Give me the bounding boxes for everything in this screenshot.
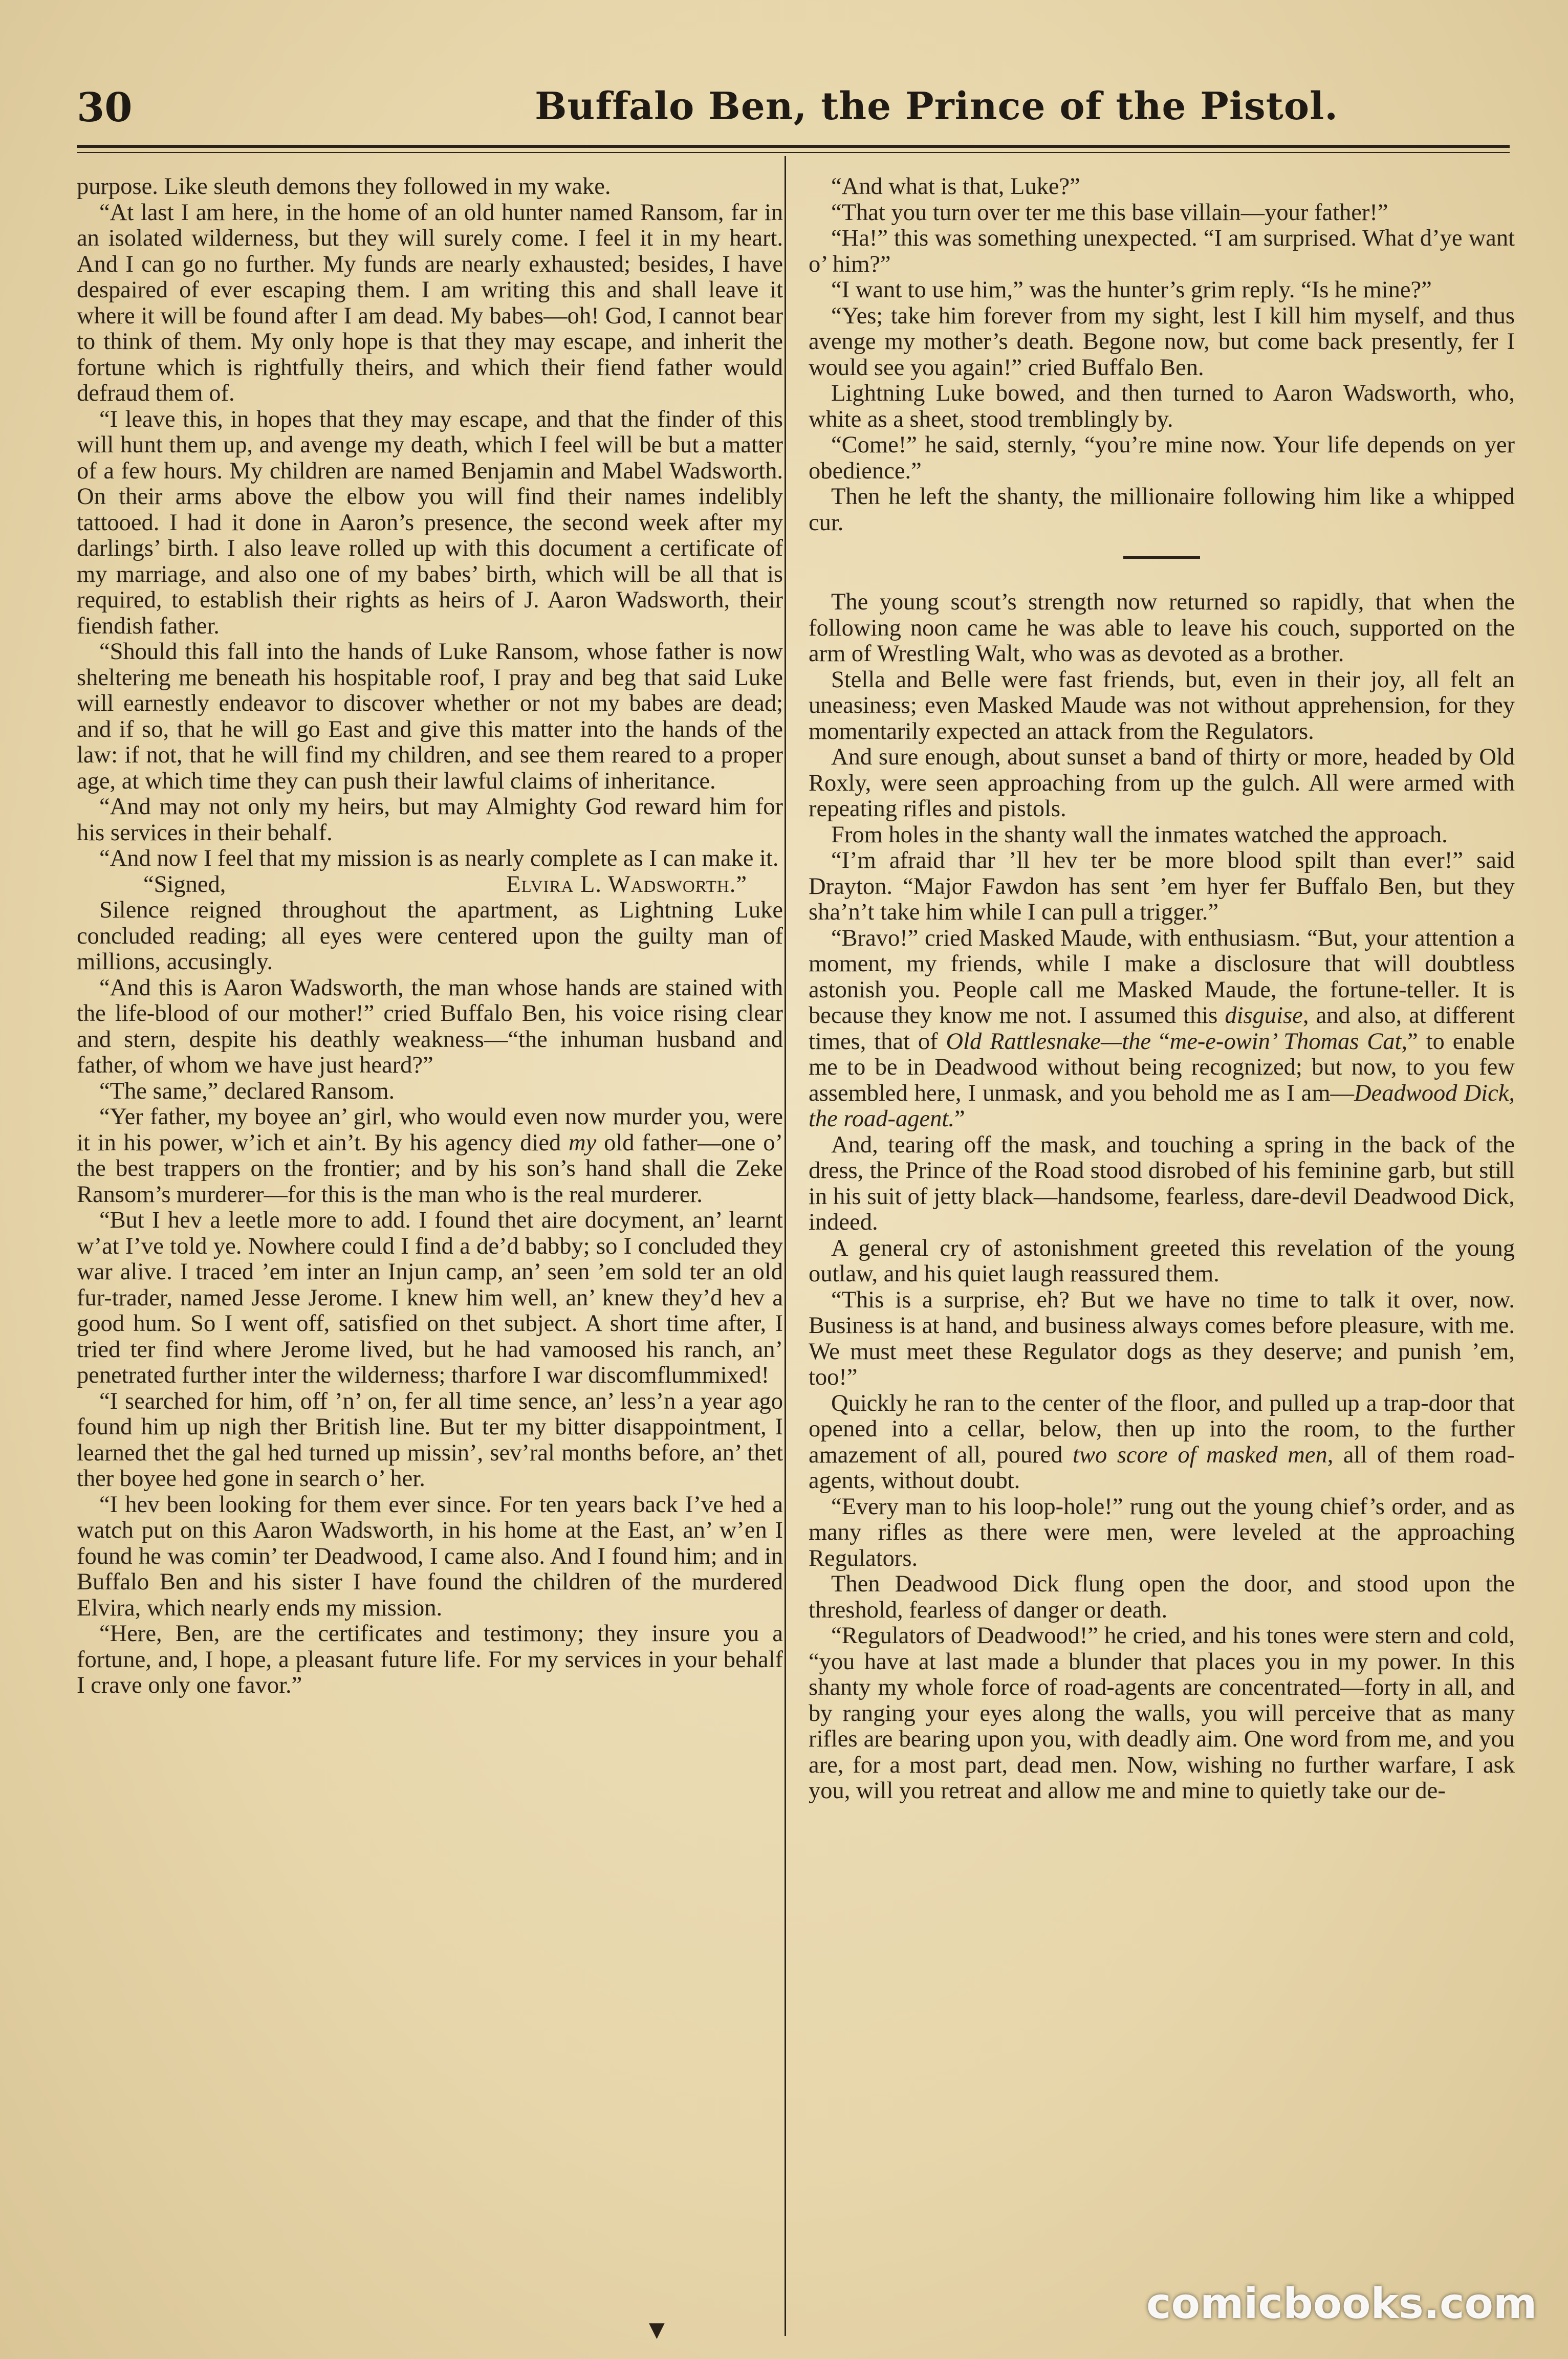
paragraph: “Here, Ben, are the certificates and testimony; they insure you a fortune, and, I hope, a pleasant future life. For my services in your behalf I crave only one favor.”	[77, 1621, 783, 1698]
emphasis: me-e-owin’ Thomas Cat	[1169, 1028, 1402, 1055]
column-divider	[785, 156, 786, 2336]
paragraph: Stella and Belle were fast friends, but, even in their joy, all felt an uneasiness; even Masked Maude was not without apprehension, for they momentarily expected an attack from the Regulators.	[809, 666, 1515, 745]
header-rule-thin	[77, 152, 1510, 153]
paragraph: “Ha!” this was something unexpected. “I am surprised. What d’ye want o’ him?”	[809, 225, 1515, 277]
paragraph: “At last I am here, in the home of an old hunter named Ransom, far in an isolated wilderness, but they will surely come. I feel it in my heart. And I can go no further. My funds are nearly exhausted; besides, I have despaired of ever escaping them. I am writing this and shall leave it where it will be found after I am dead. My babes—oh! God, I cannot bear to think of them. My only hope is that they may escape, and inherit the fortune which is rightfully theirs, and which their fiend father would defraud them of.	[77, 199, 783, 406]
paragraph: “I want to use him,” was the hunter’s grim reply. “Is he mine?”	[831, 277, 1432, 303]
signature-line	[77, 872, 783, 898]
emphasis: Old Rattlesnake—the	[946, 1028, 1151, 1055]
right-column	[809, 174, 1515, 2313]
paragraph: “And this is Aaron Wadsworth, the man whose hands are stained with the life-blood of our mother!” cried Buffalo Ben, his voice rising clear and stern, despite his deathly weakness—“the inhuman husband and father, of whom we have just heard?”	[77, 974, 783, 1078]
paragraph	[809, 1391, 1515, 1494]
paragraph: Lightning Luke bowed, and then turned to Aaron Wadsworth, who, white as a sheet, stood tremblingly by.	[809, 380, 1515, 432]
paragraph: Silence reigned throughout the apartment, as Lightning Luke concluded reading; all eyes were centered upon the guilty man of millions, accusingly.	[77, 897, 783, 975]
paragraph: Then he left the shanty, the millionaire following him like a whipped cur.	[809, 484, 1515, 536]
page-number: 30	[77, 84, 133, 131]
text-run: Quickly he ran to the center of the floor, and pulled up a trap-door that opened into a cellar, below, then up into the room, to the further amazement of all, poured	[809, 1390, 1515, 1468]
paragraph: Then Deadwood Dick flung open the door, and stood upon the threshold, fearless of danger or death.	[809, 1571, 1515, 1623]
emphasis: two score of masked men	[1073, 1441, 1327, 1468]
paragraph: “The same,” declared Ransom.	[99, 1078, 395, 1104]
paragraph: “I hev been looking for them ever since. For ten years back I’ve hed a watch put on this Aaron Wadsworth, in his home at the East, an’ w’en I found he was comin’ ter Deadwood, I came also. And I found him; and in Buffalo Ben and his sister I have found the children of the murdered Elvira, which nearly ends my mission.	[77, 1491, 783, 1621]
left-column	[77, 174, 783, 2313]
paragraph: “Come!” he said, sternly, “you’re mine now. Your life depends on yer obedience.”	[809, 432, 1515, 484]
paragraph: From holes in the shanty wall the inmates watched the approach.	[831, 821, 1448, 848]
text-run: , and also, at different times, that of	[809, 1002, 1515, 1055]
paragraph: “This is a surprise, eh? But we have no time to talk it over, now. Business is at hand, and business always comes before pleasure, with me. We must meet these Regulator dogs as they deserve; and punish ’em, too!”	[809, 1286, 1515, 1390]
site-watermark: comicbooks.com	[1146, 2280, 1537, 2328]
paragraph: “I’m afraid thar ’ll hev ter be more blood spilt than ever!” said Drayton. “Major Fawdon has sent ’em hyer fer Buffalo Ben, but they sha’n’t take him while I can pull a trigger.”	[809, 847, 1515, 925]
paragraph: “And may not only my heirs, but may Almighty God reward him for his services in their behalf.	[77, 794, 783, 846]
paragraph: “Every man to his loop-hole!” rung out the young chief’s order, and as many rifles as there were men, were leveled at the approaching Regulators.	[809, 1493, 1515, 1571]
paragraph: “That you turn over ter me this base villain—your father!”	[831, 199, 1388, 226]
running-title: Buffalo Ben, the Prince of the Pistol.	[534, 84, 1339, 128]
paragraph: And sure enough, about sunset a band of thirty or more, headed by Old Roxly, were seen approaching from up the gulch. All were armed with repeating rifles and pistols.	[809, 744, 1515, 822]
text-run: “	[1151, 1028, 1170, 1055]
text-run: “Yer father, my boyee an’ girl, who would even now murder you, were it in his power, w’ich et ain’t. By his agency died	[77, 1104, 783, 1156]
text-run: , all of them road-agents, without doubt.	[809, 1441, 1515, 1494]
paragraph: “Regulators of Deadwood!” he cried, and his tones were stern and cold, “you have at last made a blunder that places you in my power. In this shanty my whole force of road-agents are concentrated—forty in all, and by ranging your eyes along the walls, you will perceive that as many rifles are bearing upon you, with deadly aim. One word from me, and you are, for a most part, dead men. Now, wishing no further warfare, I ask you, will you retreat and allow me and mine to quietly take our de-	[809, 1623, 1515, 1804]
paragraph: “Yes; take him forever from my sight, lest I kill him myself, and thus avenge my mother’s death. Begone now, but come back presently, fer I would see you again!” cried Buffalo Ben.	[809, 302, 1515, 381]
paragraph	[809, 926, 1515, 1132]
text-run: ”	[954, 1106, 965, 1132]
paragraph: “I searched for him, off ’n’ on, fer all time sence, an’ less’n a year ago found him up nigh ther British line. But ter my bitter disappointment, I learned thet the gal hed turned up missin’, sev’ral months before, an’ thet ther boyee hed gone in search o’ her.	[77, 1388, 783, 1492]
emphasis: Deadwood Dick, the road-agent.	[809, 1080, 1515, 1132]
paragraph: “And what is that, Luke?”	[831, 174, 1080, 200]
signed-name: Elvira L. Wadsworth.”	[506, 871, 747, 898]
paragraph: And, tearing off the mask, and touching a spring in the back of the dress, the Prince of the Road stood disrobed of his feminine garb, but still in his suit of jetty black—handsome, fearless, dare-devil Deadwood Dick, indeed.	[809, 1131, 1515, 1235]
emphasis: disguise	[1225, 1002, 1303, 1029]
page-header	[77, 84, 1510, 141]
arrow-mark-icon: ▼	[649, 2318, 665, 2342]
signed-label: “Signed,	[143, 871, 226, 898]
section-divider	[1123, 556, 1200, 559]
text-run: “Bravo!” cried Masked Maude, with enthusiasm. “But, your attention a moment, my friends, while I make a disclosure that will doubtless astonish you. People call me Masked Maude, the fortune-teller. It is because they know me not. I assumed this	[809, 925, 1515, 1029]
paragraph: The young scout’s strength now returned so rapidly, that when the following noon came he was able to leave his couch, supported on the arm of Wrestling Walt, who was as devoted as a brother.	[809, 589, 1515, 667]
paragraph: purpose. Like sleuth demons they followed in my wake.	[77, 174, 611, 200]
text-run: ,” to enable me to be in Deadwood without being recognized; but now, to you few assembled here, I unmask, and you behold me as I am—	[809, 1028, 1515, 1106]
paragraph: “I leave this, in hopes that they may escape, and that the finder of this will hunt them up, and avenge my death, which I feel will be but a matter of a few hours. My children are named Benjamin and Mabel Wadsworth. On their arms above the elbow you will find their names indelibly tattooed. I had it done in Aaron’s presence, the second week after my darlings’ birth. I also leave rolled up with this document a certificate of my marriage, and also one of my babes’ birth, which will be all that is required, to establish their rights as heirs of J. Aaron Wadsworth, their fiendish father.	[77, 406, 783, 639]
paragraph: A general cry of astonishment greeted this revelation of the young outlaw, and his quiet laugh reassured them.	[809, 1235, 1515, 1287]
text-run: old father—one o’ the best trappers on the frontier; and by his son’s hand shall die Zeke Ransom’s murderer—for this is the man who is the real murderer.	[77, 1129, 783, 1208]
paragraph	[77, 1104, 783, 1208]
paragraph: “But I hev a leetle more to add. I found thet aire docyment, an’ learnt w’at I’ve told ye. Nowhere could I find a de’d babby; so I concluded they war alive. I traced ’em inter an Injun camp, an’ seen ’em sold ter an old fur-trader, named Jesse Jerome. I knew him well, an’ knew they’d hev a good hum. So I went off, satisfied on thet subject. A short time after, I tried ter find where Jerome lived, but he had vamoosed his ranch, an’ penetrated further inter the wilderness; tharfore I war discomflummixed!	[77, 1207, 783, 1388]
header-rule	[77, 145, 1510, 148]
emphasis: my	[569, 1129, 597, 1156]
paragraph: “Should this fall into the hands of Luke Ransom, whose father is now sheltering me beneath his hospitable roof, I pray and beg that said Luke will earnestly endeavor to discover whether or not my babes are dead; and if so, that he will go East and give this matter into the hands of the law: if not, that he will find my children, and see them reared to a proper age, at which time they can push their lawful claims of inheritance.	[77, 639, 783, 794]
paragraph: “And now I feel that my mission is as nearly complete as I can make it.	[99, 845, 779, 871]
